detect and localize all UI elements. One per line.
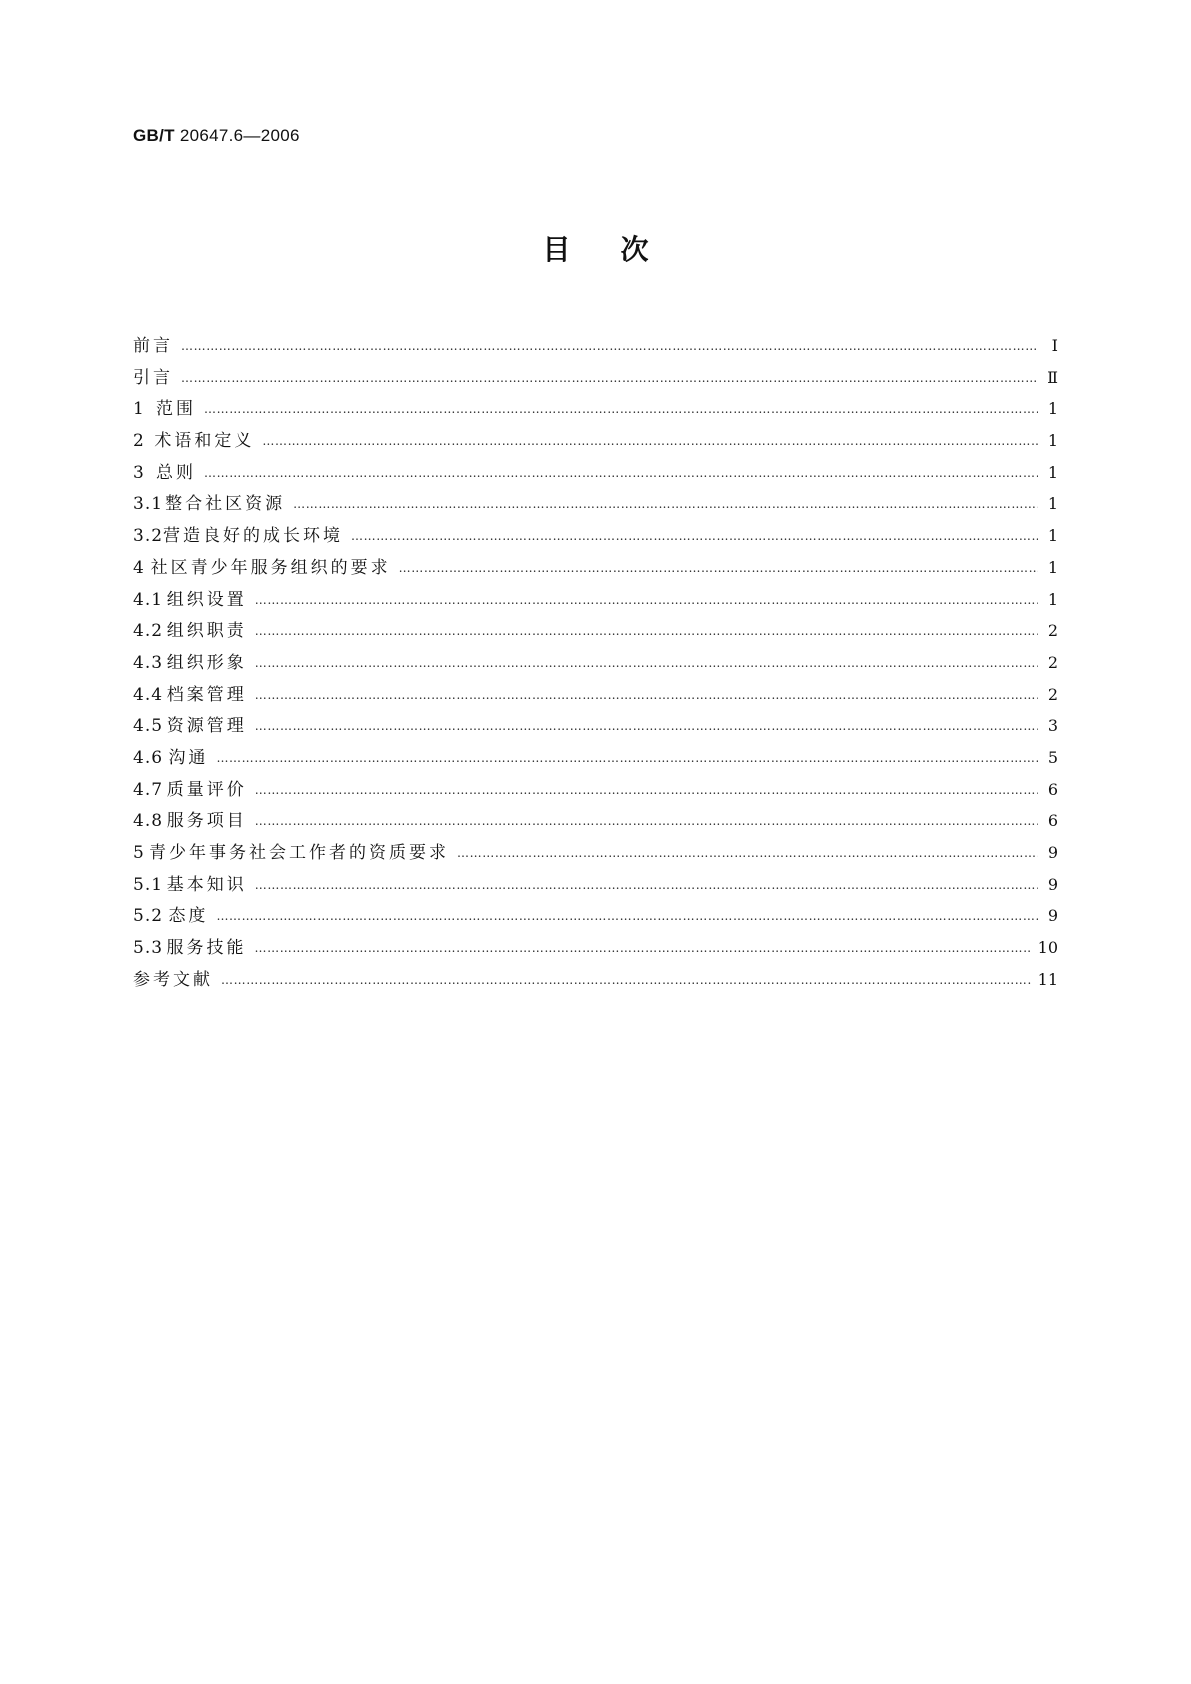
document-identifier xyxy=(133,126,300,146)
dot-leader xyxy=(255,806,1038,838)
toc-entry[interactable] xyxy=(133,457,1058,489)
toc-entry-page-number: 3 xyxy=(1047,716,1058,736)
toc-entry-number: 3.1 xyxy=(133,494,164,515)
toc-entry[interactable] xyxy=(133,900,1058,932)
toc-entry-number: 5 xyxy=(133,843,145,863)
doc-number: 20647.6—2006 xyxy=(179,126,300,145)
toc-entry-page-number: 1 xyxy=(1047,494,1058,514)
toc-entry-page-number: 9 xyxy=(1047,906,1058,926)
toc-entry-number: 4.2 xyxy=(133,621,164,642)
toc-entry[interactable] xyxy=(133,932,1058,964)
toc-entry[interactable] xyxy=(133,552,1058,584)
toc-entry-page-number: Ⅱ xyxy=(1047,367,1058,387)
toc-entry-label: 沟通 xyxy=(168,747,209,768)
toc-entry-page-number: 1 xyxy=(1047,462,1058,482)
toc-entry-page-number: 9 xyxy=(1047,874,1058,894)
toc-entry-label: 术语和定义 xyxy=(154,431,255,452)
toc-entry-label: 组织职责 xyxy=(166,621,247,642)
toc-entry-label: 质量评价 xyxy=(166,779,247,800)
toc-entry-label: 组织设置 xyxy=(166,589,247,610)
toc-entry[interactable] xyxy=(133,362,1058,394)
toc-entry-number: 4.1 xyxy=(133,589,164,610)
toc-entry-page-number: 1 xyxy=(1047,526,1058,546)
toc-entry-number: 4 xyxy=(133,557,145,578)
toc-entry-number: 5.2 xyxy=(133,906,164,927)
toc-entry-page-number: 2 xyxy=(1047,652,1058,672)
toc-entry-label: 社区青少年服务组织的要求 xyxy=(150,557,391,578)
dot-leader xyxy=(255,775,1038,807)
dot-leader xyxy=(351,521,1038,553)
dot-leader xyxy=(255,616,1038,648)
toc-entry-page-number: 10 xyxy=(1037,938,1058,958)
toc-entry-page-number: 1 xyxy=(1047,399,1058,419)
toc-entry[interactable] xyxy=(133,584,1058,616)
toc-entry-label: 青少年事务社会工作者的资质要求 xyxy=(149,843,450,863)
toc-entry-label: 引言 xyxy=(133,367,173,388)
dot-leader xyxy=(255,870,1038,902)
dot-leader xyxy=(399,553,1038,585)
toc-entry-label: 总则 xyxy=(156,462,197,483)
toc-entry-label: 资源管理 xyxy=(166,716,247,737)
dot-leader xyxy=(255,585,1038,617)
toc-entry-label: 服务项目 xyxy=(166,811,247,832)
toc-entry-page-number: 9 xyxy=(1047,843,1058,862)
toc-entry-label: 组织形象 xyxy=(166,652,247,673)
dot-leader xyxy=(457,838,1038,870)
toc-entry-number: 1 xyxy=(133,399,145,420)
toc-entry-page-number: Ⅰ xyxy=(1051,336,1058,355)
toc-entry-page-number: 1 xyxy=(1047,557,1058,577)
dot-leader xyxy=(204,458,1038,490)
dot-leader xyxy=(216,743,1038,775)
toc-entry-page-number: 6 xyxy=(1047,811,1058,831)
toc-entry-label: 营造良好的成长环境 xyxy=(163,526,344,547)
page-title: 目次 xyxy=(542,233,699,266)
dot-leader xyxy=(204,394,1038,426)
toc-entry-number: 4.3 xyxy=(133,652,164,673)
toc-entry-page-number: 11 xyxy=(1037,969,1058,989)
toc-entry-label: 档案管理 xyxy=(166,684,247,705)
toc-entry-label: 参考文献 xyxy=(133,969,213,990)
toc-entry-page-number: 1 xyxy=(1047,589,1058,609)
toc-entry-number: 5.3 xyxy=(133,938,164,959)
dot-leader xyxy=(262,426,1038,458)
toc-entry-label: 范围 xyxy=(156,399,197,420)
toc-entry-page-number: 5 xyxy=(1047,747,1058,767)
toc-entry-number: 4.6 xyxy=(133,747,164,768)
toc-entry-number: 4.5 xyxy=(133,716,164,737)
doc-prefix: GB/T xyxy=(133,126,175,145)
table-of-contents xyxy=(133,330,1058,995)
toc-entry-page-number: 1 xyxy=(1047,431,1058,451)
dot-leader xyxy=(255,648,1038,680)
toc-entry[interactable] xyxy=(133,615,1058,647)
toc-entry[interactable] xyxy=(133,425,1058,457)
toc-entry-label: 服务技能 xyxy=(166,938,247,959)
toc-entry[interactable] xyxy=(133,393,1058,425)
dot-leader xyxy=(255,680,1038,712)
toc-entry[interactable] xyxy=(133,742,1058,774)
toc-entry-number: 3.2 xyxy=(133,526,164,547)
toc-entry-label: 整合社区资源 xyxy=(165,494,286,515)
toc-entry-page-number: 2 xyxy=(1047,621,1058,641)
toc-entry[interactable] xyxy=(133,964,1058,996)
toc-entry[interactable] xyxy=(133,710,1058,742)
toc-entry-number: 5.1 xyxy=(133,874,164,895)
toc-entry-number: 4.7 xyxy=(133,779,164,800)
dot-leader xyxy=(255,933,1032,965)
toc-entry[interactable] xyxy=(133,774,1058,806)
dot-leader xyxy=(181,363,1038,395)
toc-entry[interactable] xyxy=(133,679,1058,711)
dot-leader xyxy=(221,965,1032,997)
toc-entry-number: 4.4 xyxy=(133,684,164,705)
toc-entry-page-number: 6 xyxy=(1047,779,1058,799)
toc-entry[interactable] xyxy=(133,330,1058,362)
toc-entry[interactable] xyxy=(133,520,1058,552)
dot-leader xyxy=(216,901,1038,933)
toc-entry-number: 4.8 xyxy=(133,811,164,832)
toc-entry[interactable] xyxy=(133,869,1058,901)
toc-entry-number: 2 xyxy=(133,431,145,452)
dot-leader xyxy=(255,711,1038,743)
toc-entry[interactable] xyxy=(133,837,1058,869)
toc-entry-label: 基本知识 xyxy=(166,874,247,895)
toc-entry[interactable] xyxy=(133,805,1058,837)
dot-leader xyxy=(293,489,1038,521)
toc-entry[interactable] xyxy=(133,647,1058,679)
toc-entry-label: 前言 xyxy=(133,336,173,356)
toc-entry[interactable] xyxy=(133,488,1058,520)
toc-entry-number: 3 xyxy=(133,462,145,483)
dot-leader xyxy=(181,331,1038,363)
toc-entry-page-number: 2 xyxy=(1047,684,1058,704)
toc-entry-label: 态度 xyxy=(168,906,209,927)
